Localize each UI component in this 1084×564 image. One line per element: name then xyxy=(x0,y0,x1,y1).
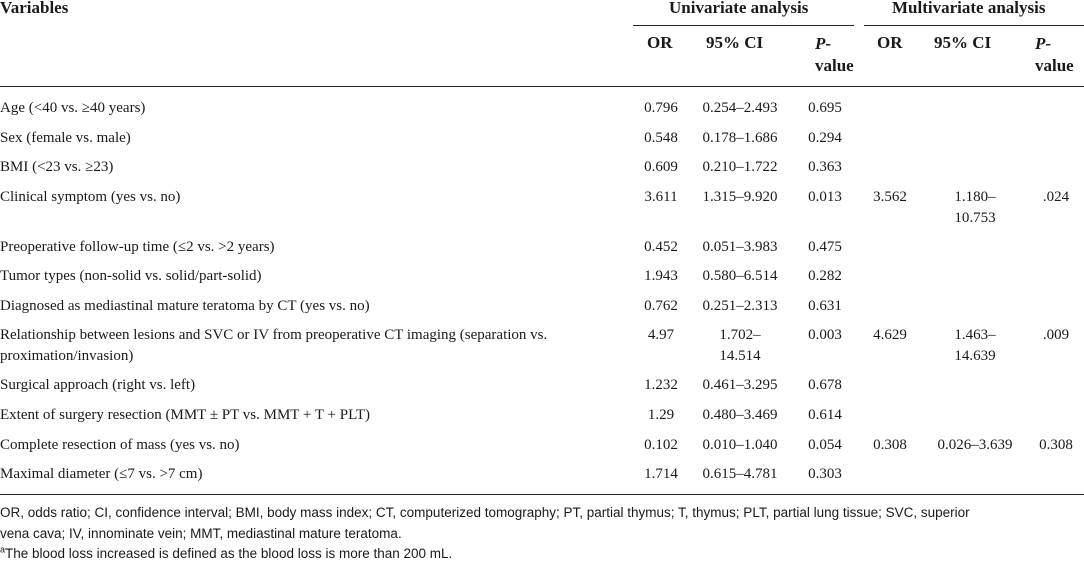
uni-or-header: OR xyxy=(647,33,673,52)
uni-p-dash: - xyxy=(825,34,832,53)
uni-or: 0.102 xyxy=(644,437,678,453)
uni-or: 0.762 xyxy=(644,298,678,314)
uni-p: 0.363 xyxy=(808,159,842,175)
row-label xyxy=(0,325,590,367)
uni-p: 0.678 xyxy=(808,377,842,393)
uni-p: 0.282 xyxy=(808,268,842,284)
multi-or: 0.308 xyxy=(873,437,907,453)
uni-ci: 0.615–4.781 xyxy=(702,466,778,482)
uni-p: 0.054 xyxy=(808,437,842,453)
header-univariate: Univariate analysis xyxy=(669,0,809,17)
multi-p-dash: - xyxy=(1045,34,1052,53)
uni-ci: 0.254–2.493 xyxy=(702,100,778,116)
multi-ci: 0.026–3.639 xyxy=(937,437,1013,453)
uni-or: 0.609 xyxy=(644,159,678,175)
row-label: Complete resection of mass (yes vs. no) xyxy=(0,437,240,453)
univariate-underline xyxy=(633,25,854,26)
uni-or: 1.943 xyxy=(644,268,678,284)
uni-ci: 0.580–6.514 xyxy=(702,268,778,284)
multi-or: 3.562 xyxy=(873,189,907,205)
footnote-marker: a xyxy=(0,544,6,555)
footnote-text: The blood loss increased is defined as the blood loss is more than 200 mL. xyxy=(5,546,453,561)
uni-ci: 1.315–9.920 xyxy=(702,189,778,205)
abbreviations-footnote xyxy=(0,502,1084,544)
row-label: Extent of surgery resection (MMT ± PT vs. MMT + T + PLT) xyxy=(0,407,371,423)
header-bottom-rule xyxy=(0,86,1084,87)
multi-ci xyxy=(925,187,1025,229)
uni-p: 0.303 xyxy=(808,466,842,482)
row-label: Sex (female vs. male) xyxy=(0,130,131,146)
uni-p: 0.475 xyxy=(808,239,842,255)
uni-ci: 0.051–3.983 xyxy=(702,239,778,255)
row-label: Age (<40 vs. ≥40 years) xyxy=(0,100,146,116)
uni-p: 0.013 xyxy=(808,189,842,205)
row-label: Tumor types (non-solid vs. solid/part-solid) xyxy=(0,268,262,284)
row-label-line2: proximation/invasion) xyxy=(0,348,134,364)
uni-p-italic: P xyxy=(815,34,826,53)
uni-p: 0.614 xyxy=(808,407,842,423)
uni-ci: 0.010–1.040 xyxy=(702,437,778,453)
multi-p-italic: P xyxy=(1035,34,1046,53)
row-label: Maximal diameter (≤7 vs. >7 cm) xyxy=(0,466,203,482)
uni-or: 0.548 xyxy=(644,130,678,146)
header-multivariate: Multivariate analysis xyxy=(892,0,1046,17)
blood-loss-footnote xyxy=(0,543,1084,564)
multi-ci-header: 95% CI xyxy=(934,33,992,52)
multi-ci xyxy=(925,325,1025,367)
uni-or: 0.796 xyxy=(644,100,678,116)
row-label: Preoperative follow-up time (≤2 vs. >2 years) xyxy=(0,239,275,255)
multi-p-value: value xyxy=(1035,56,1074,75)
multi-or-header: OR xyxy=(877,33,903,52)
uni-ci: 0.210–1.722 xyxy=(702,159,778,175)
uni-p: 0.631 xyxy=(808,298,842,314)
uni-p: 0.003 xyxy=(808,327,842,343)
multi-p: .024 xyxy=(1042,189,1070,205)
uni-ci: 0.461–3.295 xyxy=(702,377,778,393)
uni-p-value: value xyxy=(815,56,854,75)
uni-or: 4.97 xyxy=(647,327,675,343)
uni-ci: 0.480–3.469 xyxy=(702,407,778,423)
multi-p-header xyxy=(1035,33,1074,77)
multi-ci-line2: 14.639 xyxy=(954,348,996,364)
uni-ci: 0.251–2.313 xyxy=(702,298,778,314)
row-label: BMI (<23 vs. ≥23) xyxy=(0,159,114,175)
uni-p: 0.695 xyxy=(808,100,842,116)
header-variables: Variables xyxy=(0,0,69,17)
table-bottom-rule xyxy=(0,494,1084,495)
uni-or: 0.452 xyxy=(644,239,678,255)
abbrev-line1: OR, odds ratio; CI, confidence interval; BMI, body mass index; CT, computerized tomography; PT, partial thymus; T, thymus; PLT, partial lung tissue; SVC, superior xyxy=(0,505,970,520)
uni-or: 3.611 xyxy=(644,189,678,205)
multivariate-underline xyxy=(864,25,1084,26)
uni-or: 1.714 xyxy=(644,466,678,482)
uni-ci-header: 95% CI xyxy=(706,33,764,52)
multi-ci-line1: 1.463– xyxy=(954,327,996,343)
multi-or: 4.629 xyxy=(873,327,907,343)
multi-ci-line1: 1.180– xyxy=(954,189,996,205)
row-label: Surgical approach (right vs. left) xyxy=(0,377,196,393)
uni-ci-line1: 1.702– xyxy=(719,327,761,343)
abbrev-line2: vena cava; IV, innominate vein; MMT, mediastinal mature teratoma. xyxy=(0,526,402,541)
uni-or: 1.29 xyxy=(647,407,675,423)
uni-p: 0.294 xyxy=(808,130,842,146)
row-label-line1: Relationship between lesions and SVC or IV from preoperative CT imaging (separation vs. xyxy=(0,327,548,343)
uni-ci xyxy=(688,325,792,367)
multi-p: .009 xyxy=(1042,327,1070,343)
uni-ci-line2: 14.514 xyxy=(719,348,761,364)
row-label: Clinical symptom (yes vs. no) xyxy=(0,189,181,205)
row-label: Diagnosed as mediastinal mature teratoma by CT (yes vs. no) xyxy=(0,298,370,314)
multi-ci-line2: 10.753 xyxy=(954,210,996,226)
uni-or: 1.232 xyxy=(644,377,678,393)
uni-ci: 0.178–1.686 xyxy=(702,130,778,146)
uni-p-header xyxy=(815,33,854,77)
multi-p: 0.308 xyxy=(1039,437,1073,453)
